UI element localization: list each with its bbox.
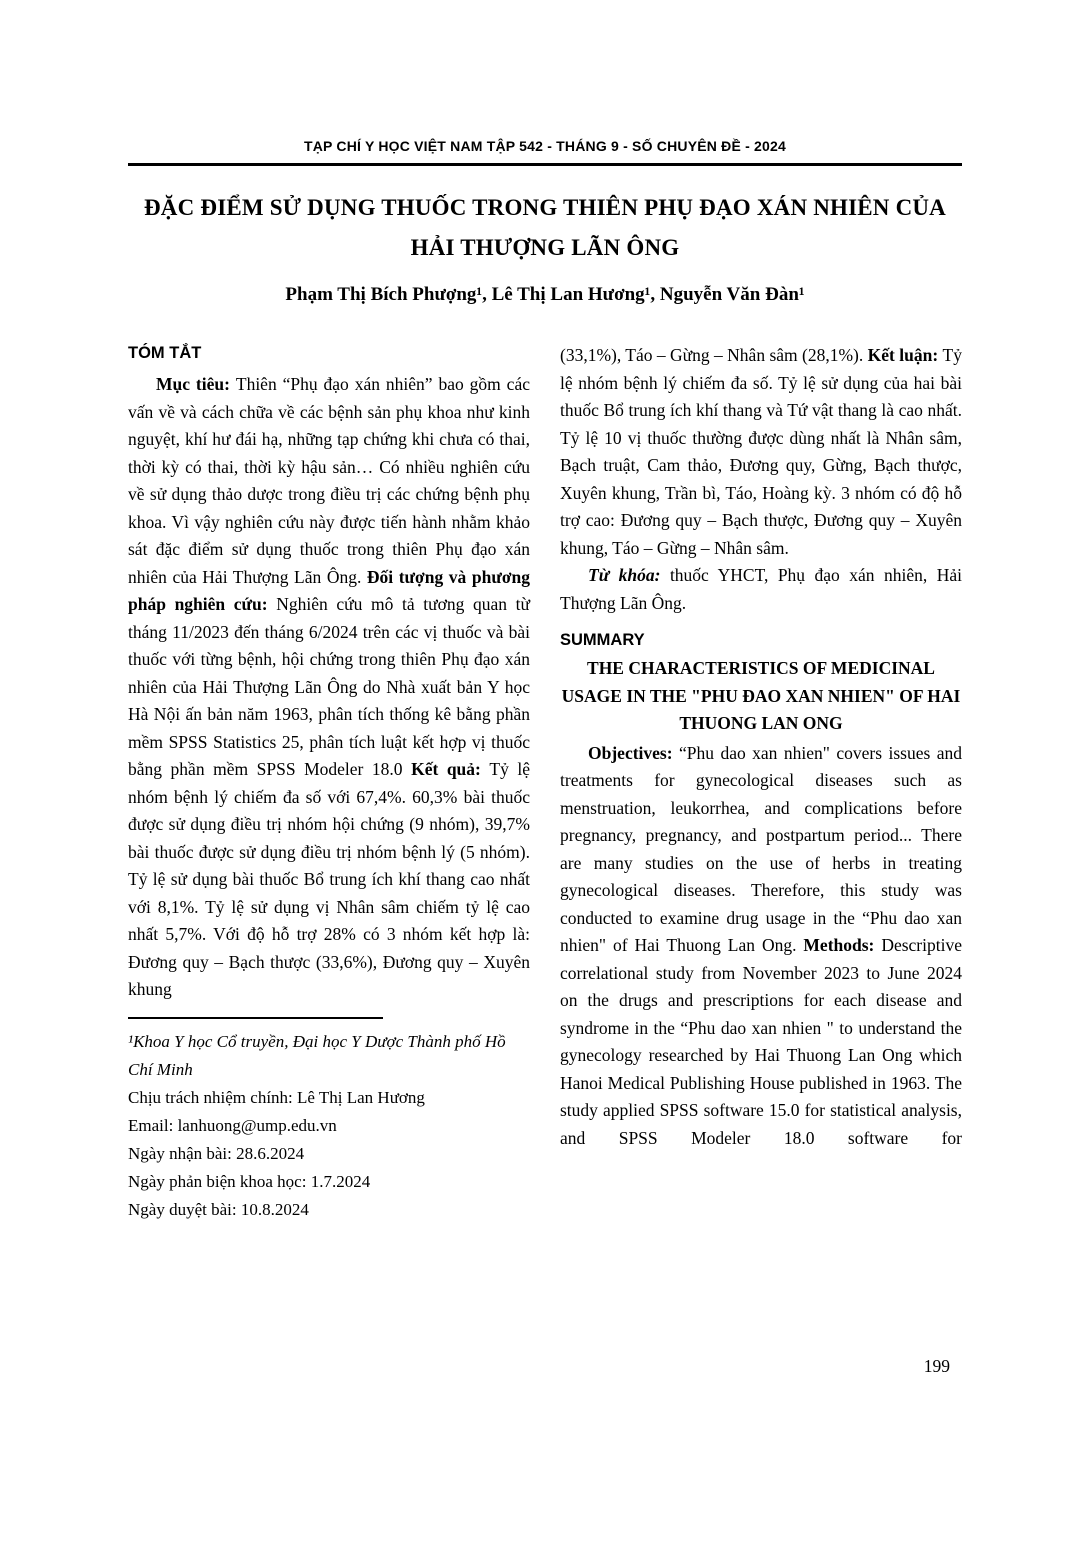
article-authors: Phạm Thị Bích Phượng¹, Lê Thị Lan Hương¹, Nguyễn Văn Đàn¹: [285, 284, 805, 305]
affiliation-line: ¹Khoa Y học Cổ truyền, Đại học Y Dược Thành phố Hồ Chí Minh: [128, 1031, 506, 1079]
right-column: [560, 342, 962, 1224]
corresponding-author-line: Chịu trách nhiệm chính: Lê Thị Lan Hương: [128, 1087, 425, 1107]
abstract-paragraph: Mục tiêu: Thiên “Phụ đạo xán nhiên” bao gồm các vấn về và cách chữa về các bệnh sản phụ khoa như kinh nguyệt, khí hư đái hạ, những tạp chứng khi chưa có thai, thời kỳ có thai, thời kỳ hậu sản… Có nhiều nghiên cứu về sử dụng thảo dược trong điều trị các chứng bệnh phụ khoa. Vì vậy nghiên cứu này được tiến hành nhằm khảo sát đặc điểm sử dụng thuốc trong thiên Phụ đạo xán nhiên của Hải Thượng Lãn Ông. Đối tượng và phương pháp nghiên cứu: Nghiên cứu mô tả tương quan từ tháng 11/2023 đến tháng 6/2024 trên các vị thuốc và bài thuốc với từng bệnh, hội chứng trong thiên Phụ đạo xán nhiên của Hải Thượng Lãn Ông do Nhà xuất bản Y học Hà Nội ấn bản năm 1963, phân tích thống kê bằng phần mềm SPSS Statistics 25, phân tích luật kết hợp vị thuốc bằng phần mềm SPSS Modeler 18.0 Kết quả: Tỷ lệ nhóm bệnh lý chiếm đa số với 67,4%. 60,3% bài thuốc được sử dụng điều trị nhóm hội chứng (9 nhóm), 39,7% bài thuốc được sử dụng điều trị nhóm bệnh lý (5 nhóm). Tỷ lệ sử dụng bài thuốc Bổ trung ích khí thang cao nhất với 8,1%. Tỷ lệ sử dụng vị Nhân sâm chiếm tỷ lệ cao nhất 5,7%. Với độ hỗ trợ 28% có 3 nhóm kết hợp là: Đương quy – Bạch thược (33,6%), Đương quy – Xuyên khung: [128, 374, 531, 999]
abstract-continuation-paragraph: (33,1%), Táo – Gừng – Nhân sâm (28,1%). Kết luận: Tỷ lệ nhóm bệnh lý chiếm đa số. Tỷ lệ sử dụng của hai bài thuốc Bổ trung ích khí thang và Tứ vật thang là cao nhất. Tỷ lệ 10 vị thuốc thường được dùng nhất là Nhân sâm, Bạch truật, Cam thảo, Đương quy, Gừng, Bạch thược, Xuyên khung, Trần bì, Táo, Hoàng kỳ. 3 nhóm có độ hỗ trợ cao: Đương quy – Bạch thược, Đương quy – Xuyên khung, Táo – Gừng – Nhân sâm.: [560, 345, 962, 558]
running-head: [128, 138, 962, 166]
summary-english-title: THE CHARACTERISTICS OF MEDICINAL USAGE IN THE "PHU ĐAO XAN NHIEN" OF HAI THUONG LAN ONG: [561, 658, 961, 733]
page-number: 199: [923, 1356, 950, 1376]
page-content: [128, 0, 962, 1224]
email-line: Email: lanhuong@ump.edu.vn: [128, 1115, 337, 1135]
summary-heading: SUMMARY: [560, 631, 645, 649]
accepted-date-line: Ngày duyệt bài: 10.8.2024: [128, 1199, 309, 1219]
summary-paragraph: Objectives: “Phu dao xan nhien" covers issues and treatments for gynecological diseases such as menstruation, leukorrhea, and complications before pregnancy, pregnancy, and postpartum period... There are many studies on the use of herbs in treating gynecological diseases. Therefore, this study was conducted to examine drug usage in the “Phu dao xan nhien" of Hai Thuong Lan Ong. Methods: Descriptive correlational study from November 2023 to June 2024 on the drugs and prescriptions for each disease and syndrome in the “Phu dao xan nhien " to understand the gynecology researched by Hai Thuong Lan Ong which Hanoi Medical Publishing House published in 1963. The study applied SPSS software 15.0 for statistical analysis, and SPSS Modeler 18.0 software for: [560, 742, 962, 1148]
keywords-line: Từ khóa: thuốc YHCT, Phụ đạo xán nhiên, Hải Thượng Lãn Ông.: [560, 565, 962, 613]
review-date-line: Ngày phản biện khoa học: 1.7.2024: [128, 1171, 371, 1191]
left-column: [128, 342, 530, 1224]
header-rule: [128, 163, 962, 166]
journal-name-line: TẠP CHÍ Y HỌC VIỆT NAM TẬP 542 - THÁNG 9 - SỐ CHUYÊN ĐỀ - 2024: [303, 138, 787, 154]
received-date-line: Ngày nhận bài: 28.6.2024: [128, 1143, 305, 1163]
footnote-rule: [128, 1017, 383, 1019]
two-column-body: [128, 342, 962, 1224]
article-title: ĐẶC ĐIỂM SỬ DỤNG THUỐC TRONG THIÊN PHỤ ĐẠO XÁN NHIÊN CỦA HẢI THƯỢNG LÃN ÔNG: [144, 195, 946, 260]
footnote-block: [128, 1017, 530, 1224]
abstract-heading: TÓM TẮT: [128, 344, 202, 362]
